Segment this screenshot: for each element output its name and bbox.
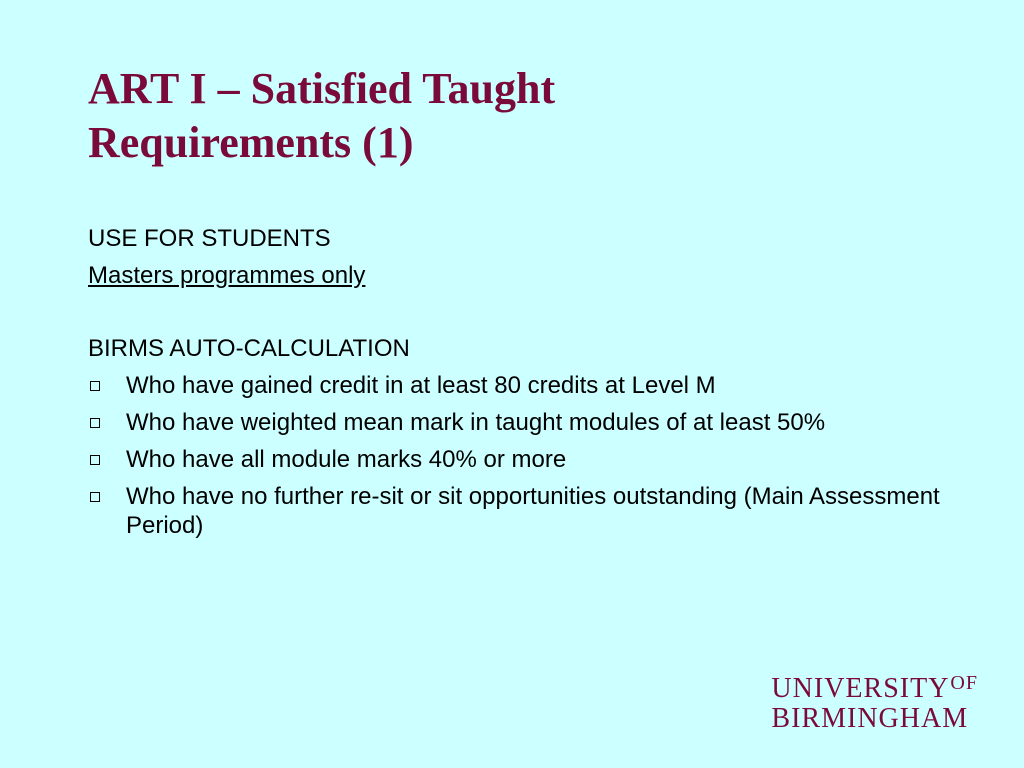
criteria-text: Who have weighted mean mark in taught modules of at least 50% bbox=[126, 409, 826, 436]
logo-row-1 bbox=[771, 668, 978, 704]
auto-calc-heading: BIRMS AUTO-CALCULATION bbox=[88, 335, 410, 362]
slide-title bbox=[88, 62, 968, 170]
logo-of: OF bbox=[950, 672, 978, 694]
criteria-item bbox=[88, 371, 948, 400]
criteria-item bbox=[88, 408, 948, 437]
slide-body bbox=[88, 224, 948, 548]
criteria-text: Who have gained credit in at least 80 credits at Level M bbox=[126, 372, 716, 399]
slide-title-line-1: ART I – Satisfied Taught bbox=[88, 64, 556, 113]
criteria-item bbox=[88, 482, 948, 540]
hollow-square-bullet-icon bbox=[90, 492, 100, 502]
criteria-item bbox=[88, 445, 948, 474]
criteria-text: Who have no further re-sit or sit opportunities outstanding (Main Assessment Period) bbox=[126, 483, 940, 539]
university-logo bbox=[771, 668, 978, 734]
masters-only-note: Masters programmes only bbox=[88, 262, 366, 289]
hollow-square-bullet-icon bbox=[90, 418, 100, 428]
use-for-heading: USE FOR STUDENTS bbox=[88, 225, 331, 252]
slide-title-line-2: Requirements (1) bbox=[88, 118, 414, 167]
criteria-text: Who have all module marks 40% or more bbox=[126, 446, 567, 473]
paragraph-spacer bbox=[88, 298, 948, 334]
logo-city: BIRMINGHAM bbox=[771, 703, 969, 734]
hollow-square-bullet-icon bbox=[90, 455, 100, 465]
hollow-square-bullet-icon bbox=[90, 381, 100, 391]
logo-university: UNIVERSITY bbox=[771, 673, 950, 704]
criteria-list bbox=[88, 371, 948, 540]
